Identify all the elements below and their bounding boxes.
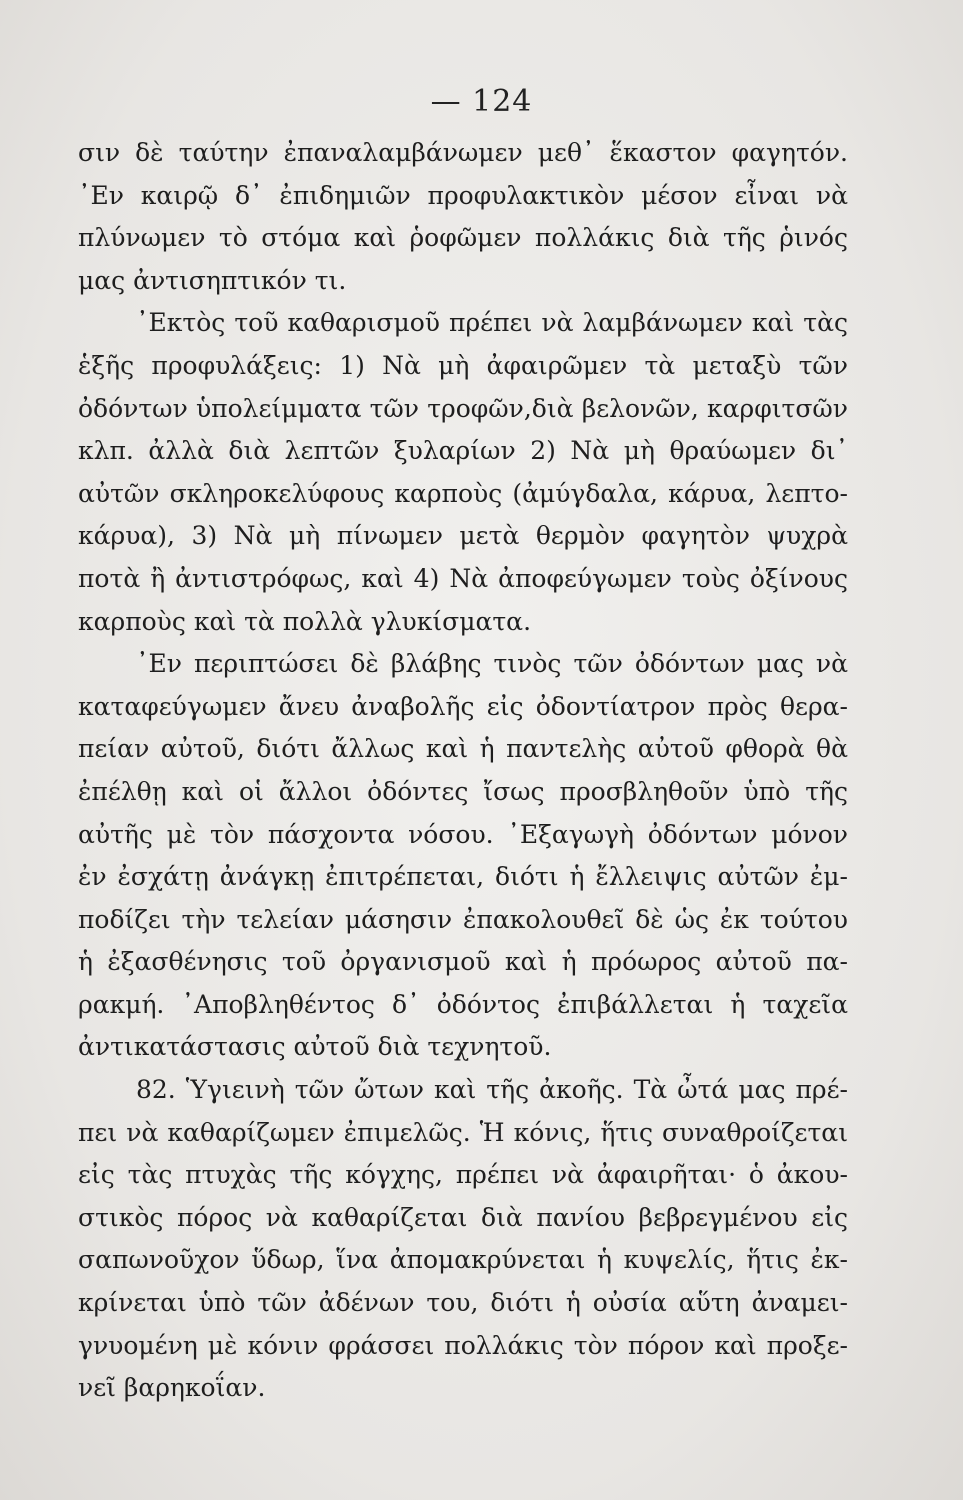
text-line: καρποὺς καὶ τὰ πολλὰ γλυκίσματα. xyxy=(78,606,532,636)
text-line: ὀδόντων ὑπολείμματα τῶν τροφῶν,διὰ βελονῶν, καρφιτσῶν xyxy=(78,393,848,423)
page-number: — 124 xyxy=(430,84,533,119)
text-line: ἀντικατάστασις αὐτοῦ διὰ τεχνητοῦ. xyxy=(78,1032,552,1062)
text-line: γνυομένη μὲ κόνιν φράσσει πολλάκις τὸν πόρον καὶ προξε- xyxy=(78,1330,848,1360)
text-line: ποτὰ ἢ ἀντιστρόφως, καὶ 4) Νὰ ἀποφεύγωμεν τοὺς ὀξίνους xyxy=(78,563,848,593)
body-text xyxy=(78,132,848,1410)
paragraph-start-line: ᾽Εκτὸς τοῦ καθαρισμοῦ πρέπει νὰ λαμβάνωμεν καὶ τὰς xyxy=(136,308,848,338)
text-line: ἐν ἐσχάτῃ ἀνάγκῃ ἐπιτρέπεται, διότι ἡ ἔλλειψις αὐτῶν ἐμ- xyxy=(78,862,848,892)
section-heading-line: 82. Ὑγιεινὴ τῶν ὤτων καὶ τῆς ἀκοῆς. Τὰ ὦτά μας πρέ- xyxy=(136,1075,848,1105)
text-line: μας ἀντισηπτικόν τι. xyxy=(78,265,347,295)
text-line: πει νὰ καθαρίζωμεν ἐπιμελῶς. Ἡ κόνις, ἥτις συναθροίζεται xyxy=(78,1117,848,1147)
text-line: εἰς τὰς πτυχὰς τῆς κόγχης, πρέπει νὰ ἀφαιρῆται· ὁ ἀκου- xyxy=(78,1160,848,1190)
text-line: καταφεύγωμεν ἄνευ ἀναβολῆς εἰς ὀδοντίατρον πρὸς θερα- xyxy=(78,691,848,721)
text-line: σαπωνοῦχον ὕδωρ, ἵνα ἀπομακρύνεται ἡ κυψελίς, ἥτις ἐκ- xyxy=(78,1245,848,1275)
paragraph-start-line: ᾽Εν περιπτώσει δὲ βλάβης τινὸς τῶν ὀδόντων μας νὰ xyxy=(136,649,848,679)
text-line: ποδίζει τὴν τελείαν μάσησιν ἐπακολουθεῖ δὲ ὡς ἐκ τούτου xyxy=(78,904,848,934)
text-line: αὐτῶν σκληροκελύφους καρποὺς (ἀμύγδαλα, κάρυα, λεπτο- xyxy=(78,478,848,508)
text-line: ἡ ἐξασθένησις τοῦ ὀργανισμοῦ καὶ ἡ πρόωρος αὐτοῦ πα- xyxy=(78,947,848,977)
text-line: σιν δὲ ταύτην ἐπαναλαμβάνωμεν μεθ᾽ ἕκαστον φαγητόν. xyxy=(78,138,848,167)
text-line: στικὸς πόρος νὰ καθαρίζεται διὰ πανίου βεβρεγμένου εἰς xyxy=(78,1202,848,1232)
text-line: ρακμή. ᾽Αποβληθέντος δ᾽ ὀδόντος ἐπιβάλλεται ἡ ταχεῖα xyxy=(78,989,848,1019)
text-line: αὐτῆς μὲ τὸν πάσχοντα νόσου. ᾽Εξαγωγὴ ὀδόντων μόνον xyxy=(78,819,848,849)
text-line: ᾽Εν καιρῷ δ᾽ ἐπιδημιῶν προφυλακτικὸν μέσον εἶναι νὰ xyxy=(78,180,848,210)
text-line: κρίνεται ὑπὸ τῶν ἀδένων του, διότι ἡ οὐσία αὕτη ἀναμει- xyxy=(78,1288,848,1318)
text-line: πείαν αὐτοῦ, διότι ἄλλως καὶ ἡ παντελὴς αὐτοῦ φθορὰ θὰ xyxy=(78,734,848,764)
text-line: πλύνωμεν τὸ στόμα καὶ ῥοφῶμεν πολλάκις διὰ τῆς ῥινός xyxy=(78,223,848,253)
text-line: νεῖ βαρηκοΐαν. xyxy=(78,1373,266,1403)
text-line: κλπ. ἀλλὰ διὰ λεπτῶν ξυλαρίων 2) Νὰ μὴ θραύωμεν δι᾽ xyxy=(78,436,848,466)
text-line: κάρυα), 3) Νὰ μὴ πίνωμεν μετὰ θερμὸν φαγητὸν ψυχρὰ xyxy=(78,521,848,551)
text-line: ἐπέλθῃ καὶ οἱ ἄλλοι ὀδόντες ἴσως προσβληθοῦν ὑπὸ τῆς xyxy=(78,776,848,806)
text-line: ἑξῆς προφυλάξεις: 1) Νὰ μὴ ἀφαιρῶμεν τὰ μεταξὺ τῶν xyxy=(78,350,848,380)
